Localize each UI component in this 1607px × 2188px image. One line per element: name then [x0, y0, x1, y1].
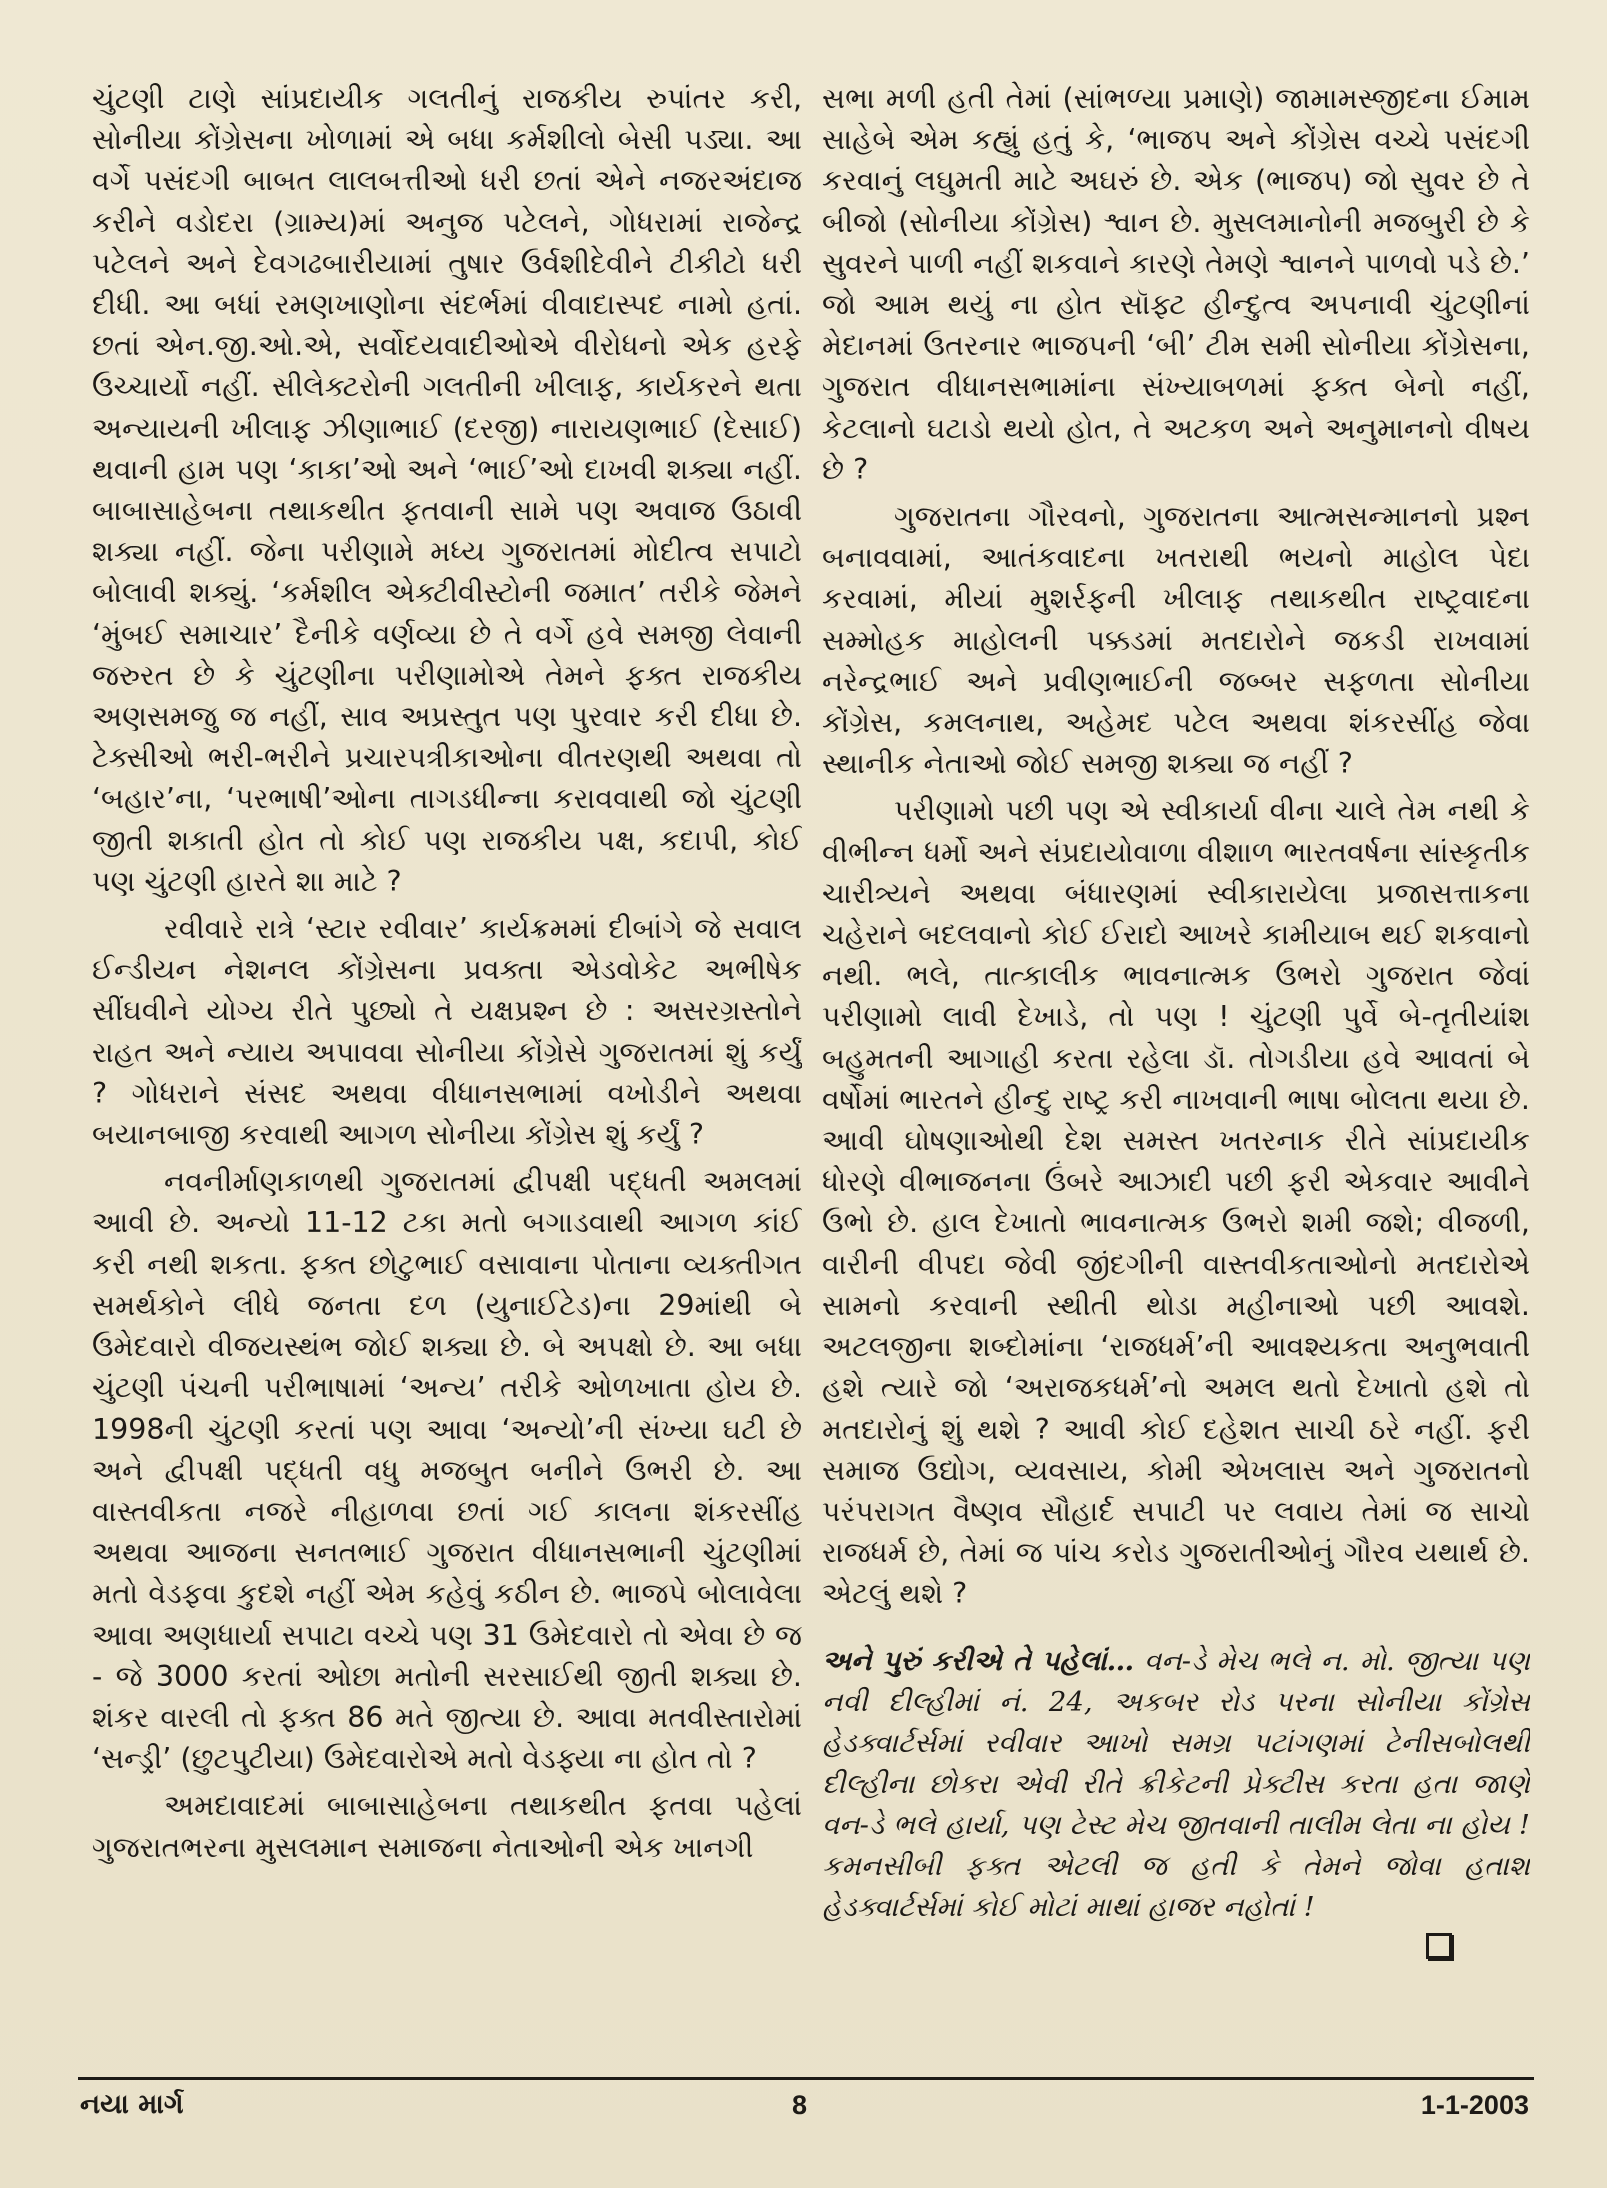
page-number: 8 — [792, 2090, 808, 2120]
square-icon — [1426, 1933, 1452, 1959]
closing-note-lead: અને પુરું કરીએ તે પહેલાં… — [822, 1644, 1135, 1677]
paragraph: ગુજરાતના ગૌરવનો, ગુજરાતના આત્મસન્માનનો પ્રશ્ન બનાવવામાં, આતંકવાદના ખતરાથી ભયનો માહોલ પેદા કરવામાં, મીયાં મુશર્રફની ખીલાફ તથાકથીત રાષ્ટ્રવાદના સમ્મોહક માહોલની પક્કડમાં મતદારોને જકડી રાખવામાં નરેન્દ્રભાઈ અને પ્રવીણભાઈની જબ્બર સફળતા સોનીયા કોંગ્રેસ, કમલનાથ, અહેમદ પટેલ અથવા શંકરસીંહ જેવા સ્થાનીક નેતાઓ જોઈ સમજી શક્યા જ નહીં ? — [822, 500, 1530, 781]
closing-note-text: વન-ડે મેચ ભલે ન. મો. જીત્યા પણ નવી દીલ્હીમાં નં. 24, અકબર રોડ પરના સોનીયા કોંગ્રેસ હેડક્વાર્ટર્સમાં રવીવાર આખો સમગ્ર પટાંગણમાં ટેનીસબોલથી દીલ્હીના છોકરા એવી રીતે ક્રીકેટની પ્રેક્ટીસ કરતા હતા જાણે વન-ડે ભલે હાર્યા, પણ ટેસ્ટ મેચ જીતવાની તાલીમ લેતા ના હોય ! કમનસીબી ફક્ત એટલી જ હતી કે તેમને જોવા હતાશ હેડક્વાર્ટર્સમાં કોઈ મોટાં માથાં હાજર નહોતાં ! — [822, 1644, 1530, 1923]
article-right-column — [822, 78, 1530, 2058]
paragraph: રવીવારે રાત્રે ‘સ્ટાર રવીવાર’ કાર્યક્રમમાં દીબાંગે જે સવાલ ઈન્ડીયન નેશનલ કોંગ્રેસના પ્રવક્તા એડવોકેટ અભીષેક સીંઘવીને યોગ્ય રીતે પુછ્યો તે યક્ષપ્રશ્ન છે : અસરગ્રસ્તોને રાહત અને ન્યાય અપાવવા સોનીયા કોંગ્રેસે ગુજરાતમાં શું કર્યું ? ગોધરાને સંસદ અથવા વીધાનસભામાં વખોડીને અથવા બયાનબાજી કરવાથી આગળ સોનીયા કોંગ્રેસ શું કર્યું ? — [92, 912, 802, 1152]
paragraph: પરીણામો પછી પણ એ સ્વીકાર્યા વીના ચાલે તેમ નથી કે વીભીન્ન ધર્મો અને સંપ્રદાયોવાળા વીશાળ ભારતવર્ષના સાંસ્કૃતીક ચારીત્ર્યને અથવા બંધારણમાં સ્વીકારાયેલા પ્રજાસત્તાકના ચહેરાને બદલવાનો કોઈ ઈરાદો આખરે કામીયાબ થઈ શકવાનો નથી. ભલે, તાત્કાલીક ભાવનાત્મક ઉભરો ગુજરાત જેવાં પરીણામો લાવી દેખાડે, તો પણ ! ચુંટણી પુર્વે બે-તૃતીયાંશ બહુમતની આગાહી કરતા રહેલા ડૉ. તોગડીયા હવે આવતાં બે વર્ષોમાં ભારતને હીન્દુ રાષ્ટ્ર કરી નાખવાની ભાષા બોલતા થયા છે. આવી ઘોષણાઓથી દેશ સમસ્ત ખતરનાક રીતે સાંપ્રદાયીક ધોરણે વીભાજનના ઉંબરે આઝાદી પછી ફરી એકવાર આવીને ઉભો છે. હાલ દેખાતો ભાવનાત્મક ઉભરો શમી જશે; વીજળી, વારીની વીપદા જેવી જીંદગીની વાસ્તવીકતાઓનો મતદારોએ સામનો કરવાની સ્થીતી થોડા મહીનાઓ પછી આવશે. અટલજીના શબ્દોમાંના ‘રાજધર્મ’ની આવશ્યકતા અનુભવાતી હશે ત્યારે જો ‘અરાજકધર્મ’નો અમલ થતો દેખાતો હશે તો મતદારોનું શું થશે ? આવી કોઈ દહેશત સાચી ઠરે નહીં. ફરી સમાજ ઉદ્યોગ, વ્યવસાય, કોમી એખલાસ અને ગુજરાતનો પરંપરાગત વૈષ્ણવ સૌહાર્દ સપાટી પર લવાય તેમાં જ સાચો રાજધર્મ છે, તેમાં જ પાંચ કરોડ ગુજરાતીઓનું ગૌરવ યથાર્થ છે. એટલું થશે ? — [822, 794, 1530, 1611]
paragraph: ચુંટણી ટાણે સાંપ્રદાયીક ગલતીનું રાજકીય રુપાંતર કરી, સોનીયા કોંગ્રેસના ખોળામાં એ બધા કર્મશીલો બેસી પડ્યા. આ વર્ગે પસંદગી બાબત લાલબત્તીઓ ધરી છતાં એને નજરઅંદાજ કરીને વડોદરા (ગ્રામ્ય)માં અનુજ પટેલને, ગોધરામાં રાજેન્દ્ર પટેલને અને દેવગઢબારીયામાં તુષાર ઉર્વશીદેવીને ટીકીટો ધરી દીધી. આ બધાં રમણખાણોના સંદર્ભમાં વીવાદાસ્પદ નામો હતાં. છતાં એન.જી.ઓ.એ, સર્વોદયવાદીઓએ વીરોધનો એક હરફે ઉચ્ચાર્યો નહીં. સીલેક્ટરોની ગલતીની ખીલાફ, કાર્યકરને થતા અન્યાયની ખીલાફ ઝીણાભાઈ (દરજી) નારાયણભાઈ (દેસાઈ) થવાની હામ પણ ‘કાકા’ઓ અને ‘ભાઈ’ઓ દાખવી શક્યા નહીં. બાબાસાહેબના તથાકથીત ફતવાની સામે પણ અવાજ ઉઠાવી શક્યા નહીં. જેના પરીણામે મધ્ય ગુજરાતમાં મોદીત્વ સપાટો બોલાવી શક્યું. ‘કર્મશીલ એક્ટીવીસ્ટોની જમાત’ તરીકે જેમને ‘મુંબઈ સમાચાર’ દૈનીકે વર્ણવ્યા છે તે વર્ગે હવે સમજી લેવાની જરુરત છે કે ચુંટણીના પરીણામોએ તેમને ફક્ત રાજકીય અણસમજુ જ નહીં, સાવ અપ્રસ્તુત પણ પુરવાર કરી દીધા છે. ટેક્સીઓ ભરી-ભરીને પ્રચારપત્રીકાઓના વીતરણથી અથવા તો ‘બહાર’ના, ‘પરભાષી’ઓના તાગડધીન્ના કરાવવાથી જો ચુંટણી જીતી શકાતી હોત તો કોઈ પણ રાજકીય પક્ષ, કદાપી, કોઈ પણ ચુંટણી હારતે શા માટે ? — [92, 82, 802, 898]
paragraph: અમદાવાદમાં બાબાસાહેબના તથાકથીત ફતવા પહેલાં ગુજરાતભરના મુસલમાન સમાજના નેતાઓની એક ખાનગી — [92, 1789, 802, 1864]
footer-divider — [78, 2077, 1534, 2080]
paragraph: નવનીર્માણકાળથી ગુજરાતમાં દ્વીપક્ષી પદ્ધતી અમલમાં આવી છે. અન્યો 11-12 ટકા મતો બગાડવાથી આગળ કાંઈ કરી નથી શકતા. ફક્ત છોટુભાઈ વસાવાના પોતાના વ્યક્તીગત સમર્થકોને લીધે જનતા દળ (યુનાઈટેડ)ના 29માંથી બે ઉમેદવારો વીજયસ્થંભ જોઈ શક્યા છે. બે અપક્ષો છે. આ બધા ચુંટણી પંચની પરીભાષામાં ‘અન્ય’ તરીકે ઓળખાતા હોય છે. 1998ની ચુંટણી કરતાં પણ આવા ‘અન્યો’ની સંખ્યા ઘટી છે અને દ્વીપક્ષી પદ્ધતી વધુ મજબુત બનીને ઉભરી છે. આ વાસ્તવીકતા નજરે નીહાળવા છતાં ગઈ કાલના શંકરસીંહ અથવા આજના સનતભાઈ ગુજરાત વીધાનસભાની ચુંટણીમાં મતો વેડફવા કુદશે નહીં એમ કહેવું કઠીન છે. ભાજપે બોલાવેલા આવા અણધાર્યા સપાટા વચ્ચે પણ 31 ઉમેદવારો તો એવા છે જ - જે 3000 કરતાં ઓછા મતોની સરસાઈથી જીતી શક્યા છે. શંકર વારલી તો ફક્ત 86 મતે જીત્યા છે. આવા મતવીસ્તારોમાં ‘સન્ડ્રી’ (છુટપુટીયા) ઉમેદવારોએ મતો વેડફ્યા ના હોત તો ? — [92, 1165, 802, 1776]
closing-note — [822, 1641, 1530, 1928]
end-of-article-mark — [822, 1932, 1530, 1968]
article-left-column — [92, 78, 802, 2058]
publication-name: નયા માર્ગ — [80, 2089, 184, 2120]
issue-date: 1-1-2003 — [1420, 2090, 1529, 2120]
paragraph: સભા મળી હતી તેમાં (સાંભળ્યા પ્રમાણે) જામામસ્જીદના ઈમામ સાહેબે એમ કહ્યું હતું કે, ‘ભાજપ અને કોંગ્રેસ વચ્ચે પસંદગી કરવાનું લઘુમતી માટે અઘરું છે. એક (ભાજપ) જો સુવર છે તે બીજો (સોનીયા કોંગ્રેસ) શ્વાન છે. મુસલમાનોની મજબુરી છે કે સુવરને પાળી નહીં શકવાને કારણે તેમણે શ્વાનને પાળવો પડે છે.’ જો આમ થયું ના હોત સૉફ્ટ હીન્દુત્વ અપનાવી ચુંટણીનાં મેદાનમાં ઉતરનાર ભાજપની ‘બી’ ટીમ સમી સોનીયા કોંગ્રેસના, ગુજરાત વીધાનસભામાંના સંખ્યાબળમાં ફક્ત બેનો નહીં, કેટલાનો ઘટાડો થયો હોત, તે અટકળ અને અનુમાનનો વીષય છે ? — [822, 82, 1530, 486]
